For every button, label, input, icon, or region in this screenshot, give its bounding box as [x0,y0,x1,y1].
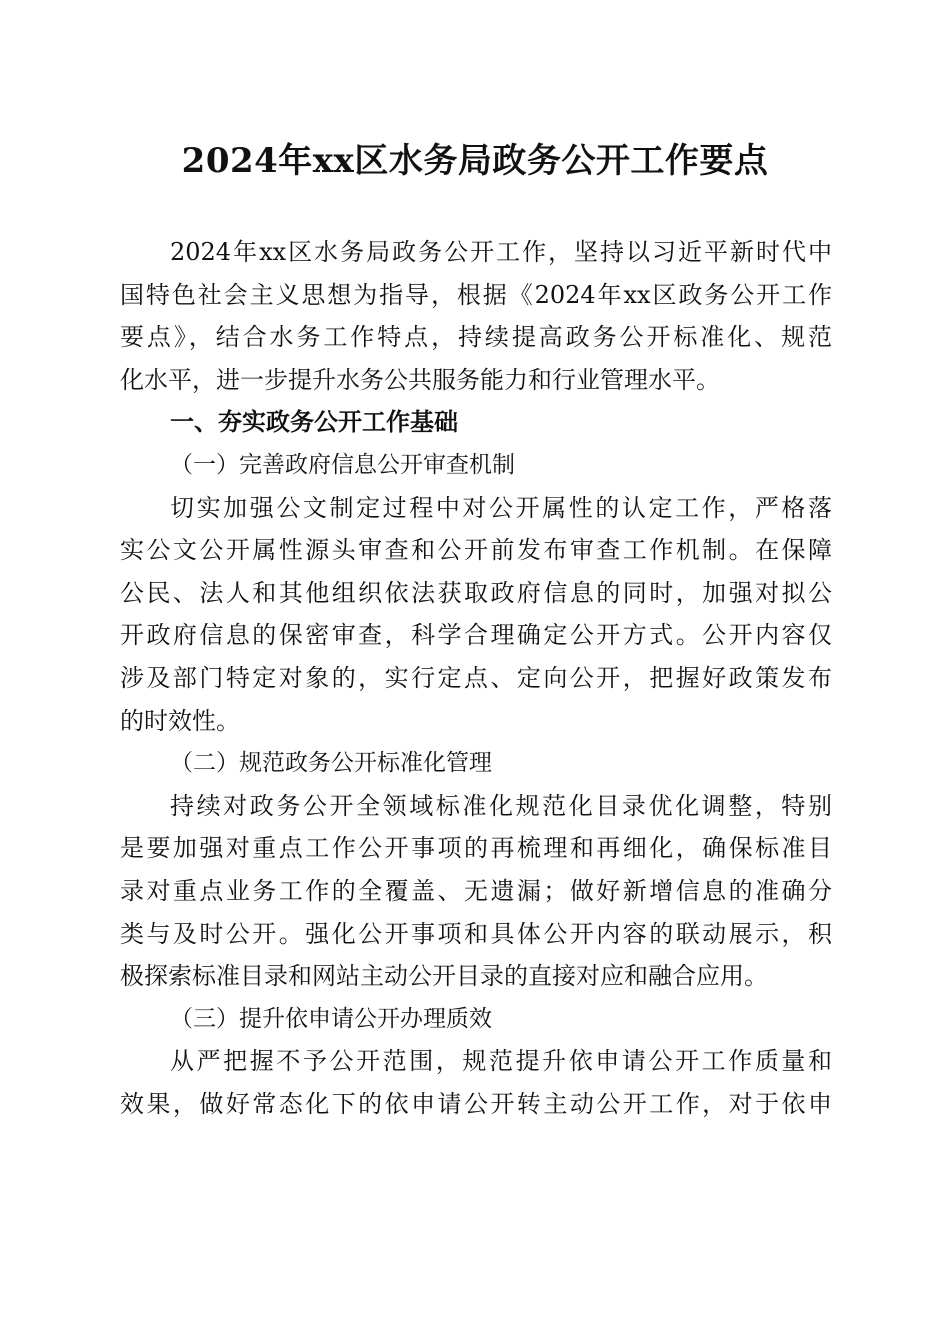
paragraph-line: 录对重点业务工作的全覆盖、无遗漏；做好新增信息的准确分 [120,876,832,905]
intro-line: 化水平，进一步提升水务公共服务能力和行业管理水平。 [120,365,720,394]
paragraph-line: 持续对政务公开全领域标准化规范化目录优化调整，特别 [170,791,832,820]
paragraph-line: 切实加强公文制定过程中对公开属性的认定工作，严格落 [170,493,832,522]
document-title: 2024年xx区水务局政务公开工作要点 [181,141,769,181]
paragraph-line: 公民、法人和其他组织依法获取政府信息的同时，加强对拟公 [120,578,832,607]
document-body [120,231,832,1125]
paragraph-line: 极探索标准目录和网站主动公开目录的直接对应和融合应用。 [120,962,768,991]
paragraph-line: 从严把握不予公开范围，规范提升依申请公开工作质量和 [170,1047,832,1076]
subsection-heading: （二）规范政务公开标准化管理 [170,750,492,777]
paragraph-line: 涉及部门特定对象的，实行定点、定向公开，把握好政策发布 [120,663,832,692]
section-heading: 一、夯实政务公开工作基础 [170,408,458,437]
paragraph-line: 开政府信息的保密审查，科学合理确定公开方式。公开内容仅 [120,621,832,650]
paragraph-line: 类与及时公开。强化公开事项和具体公开内容的联动展示，积 [120,919,832,948]
paragraph-line: 实公文公开属性源头审查和公开前发布审查工作机制。在保障 [120,536,832,565]
intro-line: 2024年xx区水务局政务公开工作，坚持以习近平新时代中 [170,238,832,266]
intro-line: 国特色社会主义思想为指导，根据《2024年xx区政务公开工作 [120,280,832,309]
subsection-heading: （三）提升依申请公开办理质效 [170,1005,492,1032]
paragraph-line: 是要加强对重点工作公开事项的再梳理和再细化，确保标准目 [120,834,832,863]
subsection-heading: （一）完善政府信息公开审查机制 [170,451,515,478]
intro-line: 要点》，结合水务工作特点，持续提高政务公开标准化、规范 [120,323,832,352]
paragraph-line: 效果，做好常态化下的依申请公开转主动公开工作，对于依申 [120,1089,832,1118]
paragraph-line: 的时效性。 [120,706,240,735]
